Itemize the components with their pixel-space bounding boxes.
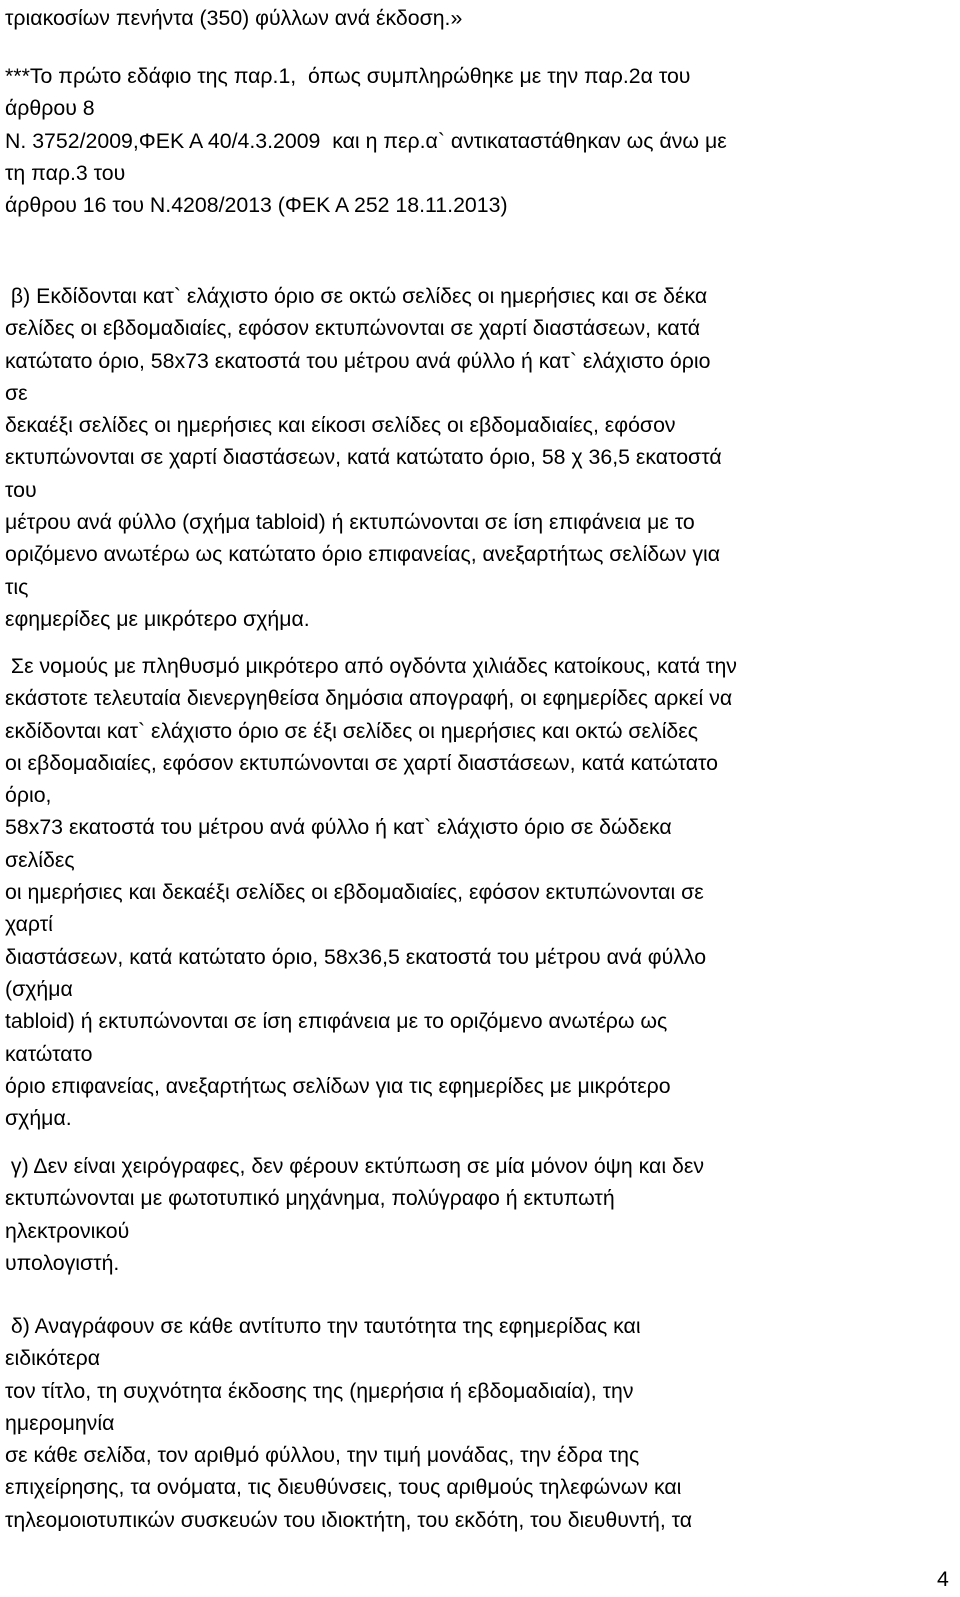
text-line: χαρτί [5, 912, 53, 937]
text-line: εκτυπώνονται σε χαρτί διαστάσεων, κατά κατώτατο όριο, 58 χ 36,5 εκατοστά [5, 445, 722, 470]
text-line: οριζόμενο ανωτέρω ως κατώτατο όριο επιφανείας, ανεξαρτήτως σελίδων για [5, 542, 721, 567]
text-line: β) Εκδίδονται κατ` ελάχιστο όριο σε οκτώ σελίδες οι ημερήσιες και σε δέκα [5, 284, 708, 308]
text-line: τη παρ.3 του [5, 160, 126, 185]
text-line: κατώτατο [5, 1041, 93, 1066]
text-line: άρθρου 16 του Ν.4208/2013 (ΦΕΚ Α 252 18.11.2013) [5, 193, 508, 218]
paragraph-item-d [5, 1310, 950, 1536]
text-line: (σχήμα [5, 976, 73, 1001]
text-line: ειδικότερα [5, 1346, 101, 1371]
text-line: Ν. 3752/2009,ΦΕΚ Α 40/4.3.2009 και η περ.α` αντικαταστάθηκαν ως άνω με [5, 128, 727, 153]
text-line: τον τίτλο, τη συχνότητα έκδοσης της (ημερήσια ή εβδομαδιαία), την [5, 1378, 634, 1403]
text-line: εφημερίδες με μικρότερο σχήμα. [5, 606, 310, 631]
text-line: γ) Δεν είναι χειρόγραφες, δεν φέρουν εκτύπωση σε μία μόνον όψη και δεν [5, 1154, 704, 1178]
text-line: σελίδες [5, 847, 75, 872]
text-line: σε [5, 380, 28, 405]
text-line: ***Το πρώτο εδάφιο της παρ.1, όπως συμπληρώθηκε με την παρ.2α του [5, 64, 691, 88]
text-line: σελίδες οι εβδομαδιαίες, εφόσον εκτυπώνονται σε χαρτί διαστάσεων, κατά [5, 316, 701, 341]
text-line: του [5, 477, 37, 502]
text-line: εκδίδονται κατ` ελάχιστο όριο σε έξι σελίδες οι ημερήσιες και οκτώ σελίδες [5, 718, 699, 743]
page-number: 4 [937, 1567, 949, 1591]
text-line: εκάστοτε τελευταία διενεργηθείσα δημόσια απογραφή, οι εφημερίδες αρκεί να [5, 686, 733, 711]
text-line: επιχείρησης, τα ονόματα, τις διευθύνσεις, τους αριθμούς τηλεφώνων και [5, 1475, 682, 1500]
text-line: οι ημερήσιες και δεκαέξι σελίδες οι εβδομαδιαίες, εφόσον εκτυπώνονται σε [5, 880, 704, 905]
paragraph-closing-quote [5, 2, 950, 34]
text-line: όριο επιφανείας, ανεξαρτήτως σελίδων για τις εφημερίδες με μικρότερο [5, 1073, 671, 1098]
paragraph-item-c [5, 1150, 950, 1279]
text-line: άρθρου 8 [5, 96, 95, 121]
text-line: Σε νομούς με πληθυσμό μικρότερο από ογδόντα χιλιάδες κατοίκους, κατά την [5, 654, 737, 678]
text-line: τηλεομοιοτυπικών συσκευών του ιδιοκτήτη, του εκδότη, του διευθυντή, τα [5, 1507, 693, 1532]
text-line: δεκαέξι σελίδες οι ημερήσιες και είκοσι σελίδες οι εβδομαδιαίες, εφόσον [5, 413, 676, 438]
text-line: εκτυπώνονται με φωτοτυπικό μηχάνημα, πολύγραφο ή εκτυπωτή [5, 1186, 615, 1211]
text-line: όριο, [5, 783, 52, 808]
paragraph-amendment-note [5, 60, 950, 221]
paragraph-item-b [5, 280, 950, 635]
text-line: σχήμα. [5, 1106, 72, 1131]
paragraph-prefecture-exception [5, 650, 950, 1134]
text-line: 58x73 εκατοστά του μέτρου ανά φύλλο ή κατ` ελάχιστο όριο σε δώδεκα [5, 815, 672, 840]
text-line: κατώτατο όριο, 58x73 εκατοστά του μέτρου ανά φύλλο ή κατ` ελάχιστο όριο [5, 348, 711, 373]
text-line: σε κάθε σελίδα, τον αριθμό φύλλου, την τιμή μονάδας, την έδρα της [5, 1443, 640, 1468]
text-line: τις [5, 574, 29, 599]
text-line: tabloid) ή εκτυπώνονται σε ίση επιφάνεια με το οριζόμενο ανωτέρω ως [5, 1009, 668, 1034]
text-line: υπολογιστή. [5, 1250, 120, 1275]
text-line: τριακοσίων πενήντα (350) φύλλων ανά έκδοση.» [5, 6, 463, 30]
text-line: ημερομηνία [5, 1410, 115, 1435]
text-line: δ) Αναγράφουν σε κάθε αντίτυπο την ταυτότητα της εφημερίδας και [5, 1314, 641, 1338]
text-line: οι εβδομαδιαίες, εφόσον εκτυπώνονται σε χαρτί διαστάσεων, κατά κατώτατο [5, 750, 718, 775]
text-line: ηλεκτρονικού [5, 1218, 130, 1243]
text-line: διαστάσεων, κατά κατώτατο όριο, 58x36,5 εκατοστά του μέτρου ανά φύλλο [5, 944, 707, 969]
text-line: μέτρου ανά φύλλο (σχήμα tabloid) ή εκτυπώνονται σε ίση επιφάνεια με το [5, 510, 695, 535]
